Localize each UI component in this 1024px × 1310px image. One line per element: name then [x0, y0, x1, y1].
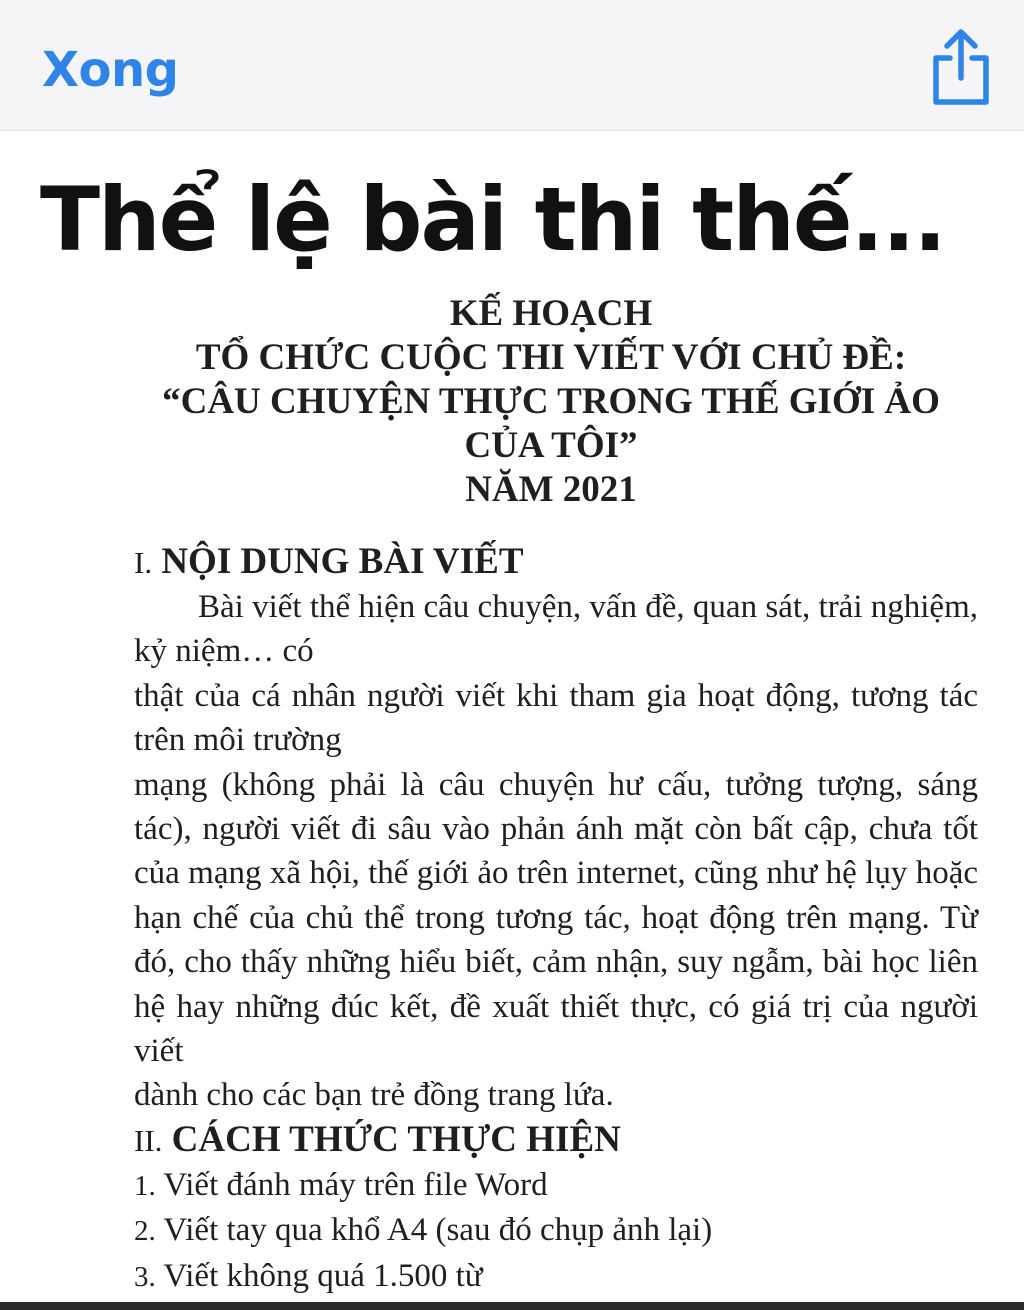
list-item — [134, 1163, 978, 1208]
section-body — [134, 585, 978, 1118]
header-line: TỔ CHỨC CUỘC THI VIẾT VỚI CHỦ ĐỀ: — [195, 337, 907, 378]
section-title: CÁCH THỨC THỰC HIỆN — [171, 1118, 621, 1160]
paragraph: thật của cá nhân người viết khi tham gia hoạt động, tương tác trên môi trường — [134, 677, 978, 759]
list-text: Viết tay qua khổ A4 (sau đó chụp ảnh lại) — [163, 1212, 713, 1249]
section-number: II. — [134, 1122, 163, 1158]
section-number: I. — [134, 545, 153, 580]
header-line: “CÂU CHUYỆN THỰC TRONG THẾ GIỚI ẢO — [162, 381, 940, 422]
document-header — [94, 292, 1008, 512]
page-title: Thể lệ bài thi thế... — [40, 168, 945, 271]
header-line: CỦA TÔI” — [464, 425, 638, 466]
share-button[interactable] — [928, 28, 994, 106]
navigation-bar — [0, 0, 1024, 131]
bottom-edge — [0, 1302, 1024, 1310]
list-number: 1. — [134, 1169, 156, 1202]
document-content — [134, 292, 978, 1299]
share-icon — [928, 28, 994, 106]
list-item — [134, 1254, 978, 1299]
paragraph: dành cho các bạn trẻ đồng trang lứa. — [134, 1077, 614, 1114]
header-line: NĂM 2021 — [465, 469, 637, 510]
section-title: NỘI DUNG BÀI VIẾT — [161, 541, 524, 582]
paragraph: Bài viết thể hiện câu chuyện, vấn đề, quan sát, trải nghiệm, kỷ niệm… có — [134, 589, 978, 670]
paragraph: mạng (không phải là câu chuyện hư cấu, tưởng tượng, sáng tác), người viết đi sâu vào phản ánh mặt còn bất cập, chưa tốt của mạng xã hội, thế giới ảo trên internet, cũng như hệ lụy hoặc hạn chế của chủ thể trong tương tác, hoạt động trên mạng. Từ đó, cho thấy những hiểu biết, cảm nhận, suy ngẫm, bài học liên hệ hay những đúc kết, đề xuất thiết thực, có giá trị của người viết — [134, 766, 978, 1070]
section-heading-content — [134, 540, 978, 585]
list-text: Viết không quá 1.500 từ — [163, 1257, 483, 1294]
done-button[interactable]: Xong — [42, 42, 179, 98]
list-text: Viết đánh máy trên file Word — [163, 1166, 548, 1203]
section-heading-method — [134, 1118, 978, 1163]
list-number: 3. — [134, 1260, 156, 1293]
list-item — [134, 1208, 978, 1253]
list-number: 2. — [134, 1215, 156, 1248]
header-line: KẾ HOẠCH — [449, 293, 653, 334]
